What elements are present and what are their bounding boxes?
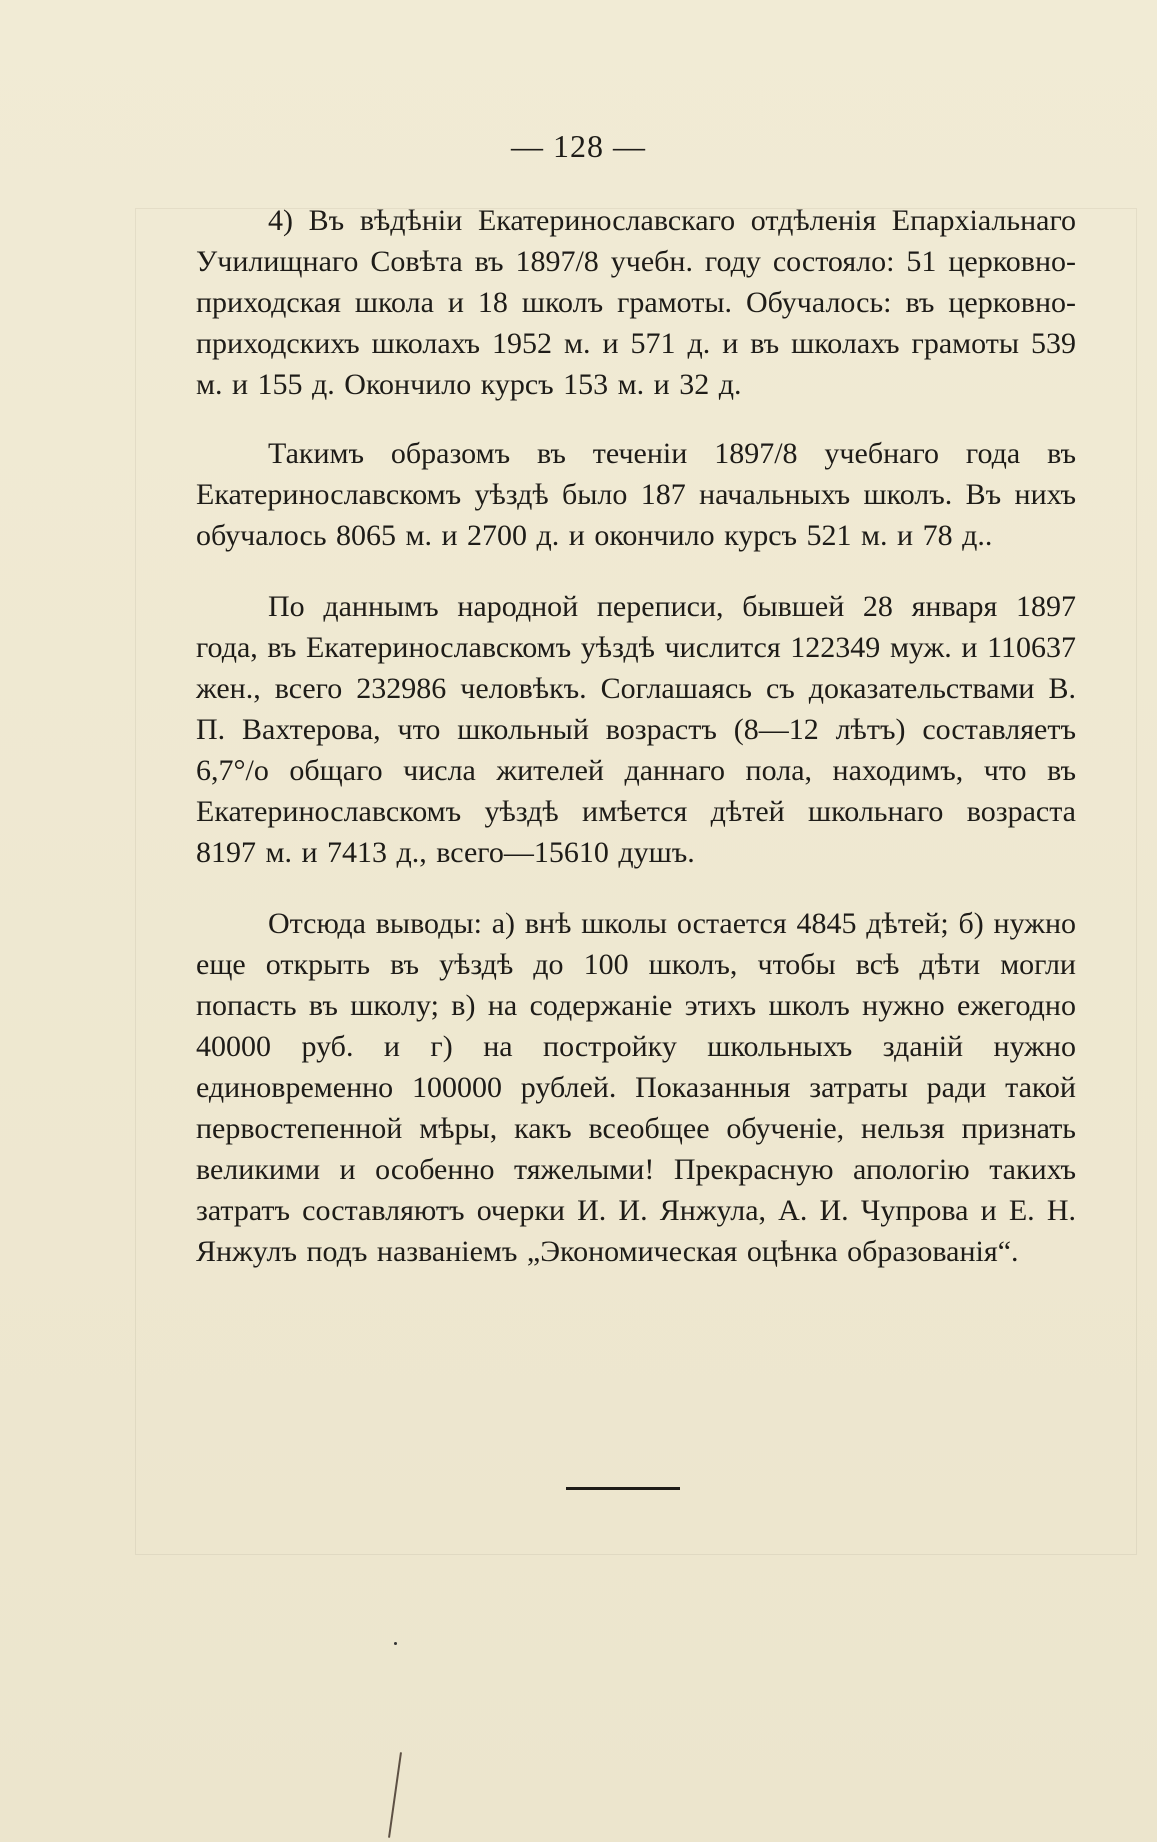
closing-rule: [566, 1487, 680, 1490]
page-number: — 128 —: [511, 128, 646, 164]
ink-speck: [394, 1642, 397, 1645]
body-text: [196, 200, 1076, 1272]
paragraph-1-text: 4) Въ вѣдѣніи Екатеринославскаго отдѣленія Епархіальнаго Училищнаго Совѣта въ 1897/8 учебн. году состояло: 51 церковно-приходская школа и 18 школъ грамоты. Обучалось: въ церковно-приходскихъ школахъ 1952 м. и 571 д. и въ школахъ грамоты 539 м. и 155 д. Окончило курсъ 153 м. и 32 д.: [196, 204, 1076, 401]
paragraph-4-text: Отсюда выводы: а) внѣ школы остается 4845 дѣтей; б) нужно еще открыть въ уѣздѣ до 100 школъ, чтобы всѣ дѣти могли попасть въ школу; в) на содержаніе этихъ школъ нужно ежегодно 40000 руб. и г) на постройку школьныхъ зданій нужно единовременно 100000 рублей. Показанныя затраты ради такой первостепенной мѣры, какъ всеобщее обученіе, нельзя признать великими и особенно тяжелыми! Прекрасную апологію такихъ затратъ составляютъ очерки И. И. Янжула, А. И. Чупрова и Е. Н. Янжулъ подъ названіемъ „Экономическая оцѣнка образованія“.: [196, 907, 1076, 1268]
paragraph-3: [196, 586, 1076, 873]
paragraph-2-text: Такимъ образомъ въ теченіи 1897/8 учебнаго года въ Екатеринославскомъ уѣздѣ было 187 начальныхъ школъ. Въ нихъ обучалось 8065 м. и 2700 д. и окончило курсъ 521 м. и 78 д..: [196, 437, 1076, 552]
paragraph-2: [196, 433, 1076, 556]
paragraph-4: [196, 903, 1076, 1272]
paragraph-3-text: По даннымъ народной переписи, бывшей 28 января 1897 года, въ Екатеринославскомъ уѣздѣ числится 122349 муж. и 110637 жен., всего 232986 человѣкъ. Соглашаясь съ доказательствами В. П. Вахтерова, что школьный возрастъ (8—12 лѣтъ) составляетъ 6,7°/о общаго числа жителей даннаго пола, находимъ, что въ Екатеринославскомъ уѣздѣ имѣется дѣтей школьнаго возраста 8197 м. и 7413 д., всего—15610 душъ.: [196, 590, 1076, 869]
pen-mark: [388, 1752, 402, 1837]
paragraph-1: [196, 200, 1076, 405]
